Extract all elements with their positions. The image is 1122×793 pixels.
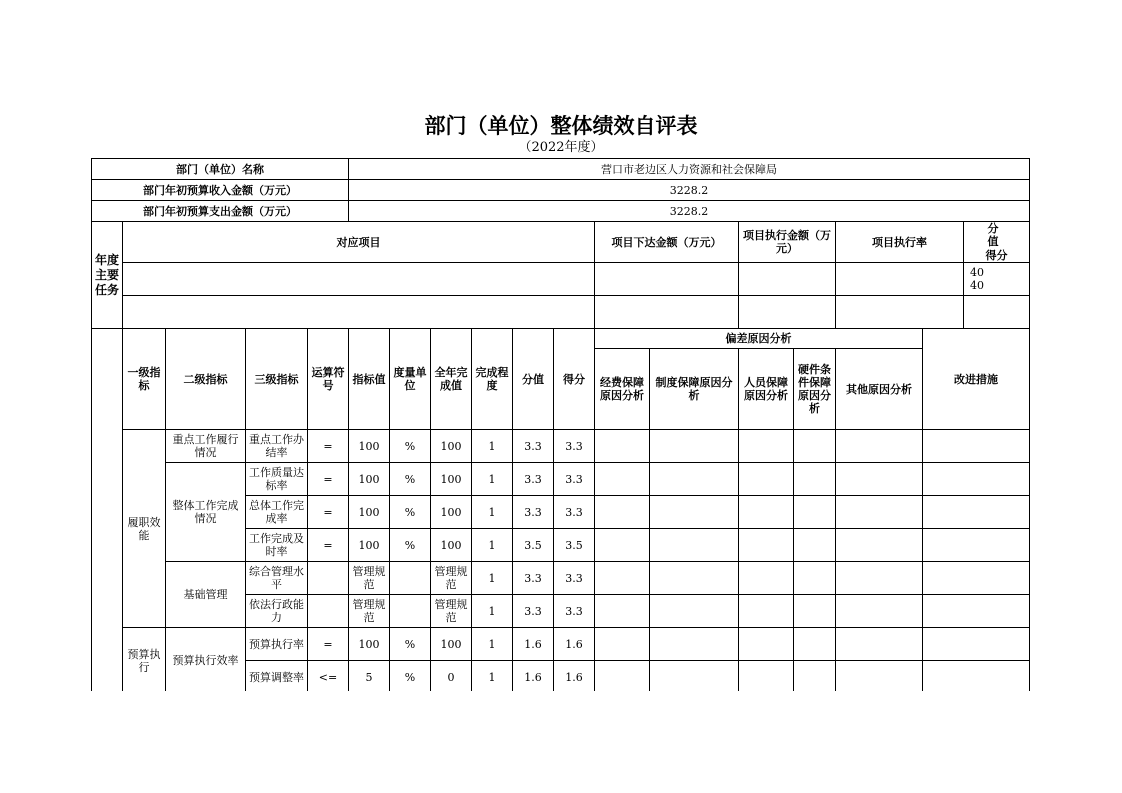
cell-dev-other xyxy=(836,661,923,692)
cell-target: 管理规范 xyxy=(349,595,390,628)
cell-dev-system xyxy=(650,595,739,628)
cell-dev-staff xyxy=(739,463,794,496)
level3-indicator: 总体工作完成率 xyxy=(246,496,308,529)
cell-dev-fund xyxy=(595,430,650,463)
header-dev-hw: 硬件条件保障原因分析 xyxy=(794,349,836,430)
cell-score: 3.3 xyxy=(554,595,595,628)
level2-indicator: 整体工作完成情况 xyxy=(166,463,246,562)
header-annual: 全年完成值 xyxy=(431,329,472,430)
evaluation-sheet xyxy=(91,158,1030,691)
header-improve: 改进措施 xyxy=(923,329,1030,430)
cell-weight: 3.3 xyxy=(513,496,554,529)
cell-target: 100 xyxy=(349,496,390,529)
cell-annual: 0 xyxy=(431,661,472,692)
cell-dev-system xyxy=(650,430,739,463)
header-l1: 一级指标 xyxy=(123,329,166,430)
cell-dev-staff xyxy=(739,529,794,562)
cell-op xyxy=(308,562,349,595)
cell-annual: 100 xyxy=(431,463,472,496)
cell-dev-hw xyxy=(794,463,836,496)
cell-improve xyxy=(923,529,1030,562)
cell-dev-other xyxy=(836,562,923,595)
cell-score: 1.6 xyxy=(554,628,595,661)
unit-label: 部门（单位）名称 xyxy=(92,159,349,180)
cell-degree: 1 xyxy=(472,661,513,692)
task-item xyxy=(123,263,595,296)
indicator-row xyxy=(92,430,1030,463)
level1-indicator: 预算执行 xyxy=(123,628,166,692)
header-l2: 二级指标 xyxy=(166,329,246,430)
cell-dev-other xyxy=(836,463,923,496)
cell-op: <= xyxy=(308,661,349,692)
cell-op: = xyxy=(308,496,349,529)
cell-score: 3.3 xyxy=(554,562,595,595)
header-dev-staff: 人员保障原因分析 xyxy=(739,349,794,430)
cell-dev-other xyxy=(836,496,923,529)
cell-dev-hw xyxy=(794,496,836,529)
cell-dev-system xyxy=(650,562,739,595)
income-row xyxy=(92,180,1030,201)
evaluation-table xyxy=(91,158,1030,691)
unit-row xyxy=(92,159,1030,180)
cell-improve xyxy=(923,628,1030,661)
cell-op: = xyxy=(308,529,349,562)
cell-annual: 100 xyxy=(431,430,472,463)
cell-dev-fund xyxy=(595,496,650,529)
task-item-header: 对应项目 xyxy=(123,222,595,263)
cell-dev-hw xyxy=(794,562,836,595)
page-subtitle: （2022年度） xyxy=(518,140,604,155)
cell-score: 1.6 xyxy=(554,661,595,692)
level3-indicator: 预算调整率 xyxy=(246,661,308,692)
cell-dev-fund xyxy=(595,529,650,562)
cell-unit: % xyxy=(390,430,431,463)
page-title: 部门（单位）整体绩效自评表 xyxy=(424,114,698,138)
cell-degree: 1 xyxy=(472,562,513,595)
header-unit: 度量单位 xyxy=(390,329,431,430)
header-op: 运算符号 xyxy=(308,329,349,430)
unit-value: 营口市老边区人力资源和社会保障局 xyxy=(349,159,1030,180)
cell-dev-staff xyxy=(739,595,794,628)
cell-target: 5 xyxy=(349,661,390,692)
cell-weight: 3.5 xyxy=(513,529,554,562)
indicator-row xyxy=(92,463,1030,496)
task-exec-rate-header: 项目执行率 xyxy=(836,222,964,263)
expense-value: 3228.2 xyxy=(349,201,1030,222)
task-exec-amount-header: 项目执行金额（万元） xyxy=(739,222,836,263)
task-weight-header: 分值 xyxy=(987,222,999,249)
cell-unit: % xyxy=(390,463,431,496)
task-amount xyxy=(595,263,739,296)
cell-dev-fund xyxy=(595,628,650,661)
task-weight-score-header xyxy=(964,222,1030,263)
cell-dev-system xyxy=(650,496,739,529)
cell-score: 3.3 xyxy=(554,496,595,529)
level3-indicator: 工作完成及时率 xyxy=(246,529,308,562)
cell-degree: 1 xyxy=(472,595,513,628)
header-target: 指标值 xyxy=(349,329,390,430)
cell-degree: 1 xyxy=(472,496,513,529)
cell-degree: 1 xyxy=(472,463,513,496)
cell-unit xyxy=(390,562,431,595)
cell-dev-hw xyxy=(794,529,836,562)
cell-dev-other xyxy=(836,628,923,661)
level3-indicator: 重点工作办结率 xyxy=(246,430,308,463)
cell-dev-system xyxy=(650,628,739,661)
cell-dev-fund xyxy=(595,661,650,692)
left-blank-column xyxy=(92,329,123,692)
cell-target: 管理规范 xyxy=(349,562,390,595)
cell-unit: % xyxy=(390,496,431,529)
cell-weight: 1.6 xyxy=(513,628,554,661)
level2-indicator: 基础管理 xyxy=(166,562,246,628)
expense-label: 部门年初预算支出金额（万元） xyxy=(92,201,349,222)
cell-weight: 1.6 xyxy=(513,661,554,692)
header-l3: 三级指标 xyxy=(246,329,308,430)
cell-improve xyxy=(923,496,1030,529)
task-header-row xyxy=(92,222,1030,263)
cell-weight: 3.3 xyxy=(513,595,554,628)
cell-improve xyxy=(923,595,1030,628)
cell-dev-fund xyxy=(595,562,650,595)
cell-target: 100 xyxy=(349,430,390,463)
annual-tasks-label: 年度主要任务 xyxy=(92,222,123,329)
task-score-header: 得分 xyxy=(985,248,1008,262)
task-weight-value: 40 xyxy=(970,266,985,279)
cell-dev-other xyxy=(836,595,923,628)
cell-dev-hw xyxy=(794,430,836,463)
header-dev-system: 制度保障原因分析 xyxy=(650,349,739,430)
level1-indicator: 履职效能 xyxy=(123,430,166,628)
cell-dev-hw xyxy=(794,628,836,661)
cell-improve xyxy=(923,661,1030,692)
task-score-value: 40 xyxy=(970,279,985,292)
cell-dev-other xyxy=(836,430,923,463)
header-dev-fund: 经费保障原因分析 xyxy=(595,349,650,430)
cell-dev-staff xyxy=(739,496,794,529)
level3-indicator: 依法行政能力 xyxy=(246,595,308,628)
task-row xyxy=(92,263,1030,296)
cell-score: 3.3 xyxy=(554,463,595,496)
indicator-header-row-1 xyxy=(92,329,1030,349)
cell-annual: 管理规范 xyxy=(431,595,472,628)
header-deviation: 偏差原因分析 xyxy=(595,329,923,349)
header-degree: 完成程度 xyxy=(472,329,513,430)
task-amount-header: 项目下达金额（万元） xyxy=(595,222,739,263)
level2-indicator: 预算执行效率 xyxy=(166,628,246,692)
indicator-row xyxy=(92,628,1030,661)
cell-annual: 100 xyxy=(431,529,472,562)
cell-dev-staff xyxy=(739,628,794,661)
cell-degree: 1 xyxy=(472,628,513,661)
cell-score: 3.5 xyxy=(554,529,595,562)
cell-dev-system xyxy=(650,661,739,692)
header-dev-other: 其他原因分析 xyxy=(836,349,923,430)
indicator-row xyxy=(92,562,1030,595)
cell-dev-system xyxy=(650,529,739,562)
cell-unit: % xyxy=(390,529,431,562)
cell-target: 100 xyxy=(349,628,390,661)
cell-annual: 100 xyxy=(431,628,472,661)
cell-unit: % xyxy=(390,628,431,661)
cell-degree: 1 xyxy=(472,430,513,463)
cell-unit: % xyxy=(390,661,431,692)
cell-annual: 管理规范 xyxy=(431,562,472,595)
level2-indicator: 重点工作履行情况 xyxy=(166,430,246,463)
cell-target: 100 xyxy=(349,463,390,496)
task-exec-rate xyxy=(836,263,964,296)
cell-op: = xyxy=(308,430,349,463)
cell-annual: 100 xyxy=(431,496,472,529)
cell-dev-hw xyxy=(794,595,836,628)
level3-indicator: 综合管理水平 xyxy=(246,562,308,595)
cell-op: = xyxy=(308,628,349,661)
cell-unit xyxy=(390,595,431,628)
task-row-empty xyxy=(92,296,1030,329)
cell-weight: 3.3 xyxy=(513,463,554,496)
cell-improve xyxy=(923,562,1030,595)
cell-dev-staff xyxy=(739,562,794,595)
cell-dev-staff xyxy=(739,430,794,463)
cell-target: 100 xyxy=(349,529,390,562)
cell-dev-fund xyxy=(595,595,650,628)
cell-dev-system xyxy=(650,463,739,496)
income-label: 部门年初预算收入金额（万元） xyxy=(92,180,349,201)
cell-improve xyxy=(923,463,1030,496)
cell-op xyxy=(308,595,349,628)
cell-weight: 3.3 xyxy=(513,430,554,463)
cell-weight: 3.3 xyxy=(513,562,554,595)
task-exec-amount xyxy=(739,263,836,296)
cell-improve xyxy=(923,430,1030,463)
header-score: 得分 xyxy=(554,329,595,430)
cell-score: 3.3 xyxy=(554,430,595,463)
income-value: 3228.2 xyxy=(349,180,1030,201)
cell-dev-fund xyxy=(595,463,650,496)
cell-dev-hw xyxy=(794,661,836,692)
cell-op: = xyxy=(308,463,349,496)
level3-indicator: 工作质量达标率 xyxy=(246,463,308,496)
level3-indicator: 预算执行率 xyxy=(246,628,308,661)
cell-dev-staff xyxy=(739,661,794,692)
header-weight: 分值 xyxy=(513,329,554,430)
expense-row xyxy=(92,201,1030,222)
task-weight-score xyxy=(964,263,1030,296)
cell-dev-other xyxy=(836,529,923,562)
cell-degree: 1 xyxy=(472,529,513,562)
